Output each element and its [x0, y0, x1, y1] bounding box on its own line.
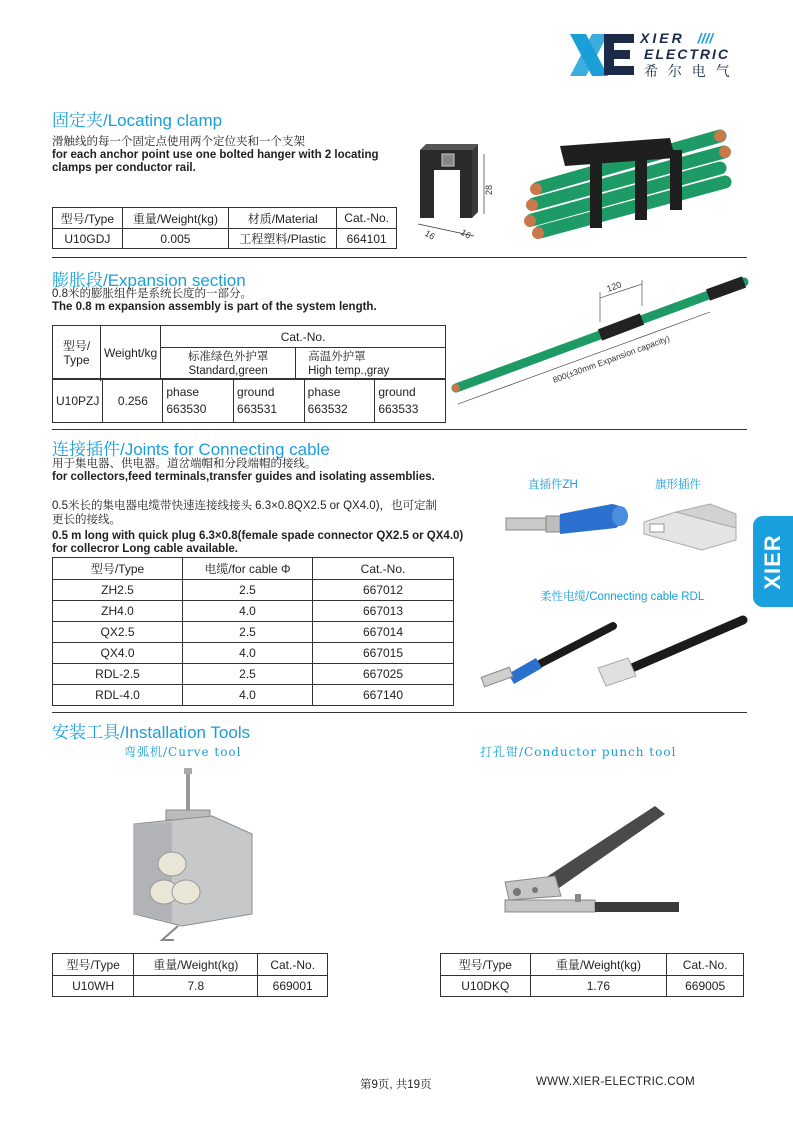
brand-name-cn: 希 尔 电 气 [644, 63, 733, 79]
locating-desc-en2: clamps per conductor rail. [52, 162, 196, 174]
divider-3 [52, 712, 747, 713]
expansion-cell-1: phase 663530 [163, 379, 234, 423]
locating-clamp-image [412, 140, 507, 245]
caption-zh: 直插件ZH [528, 479, 578, 491]
joints-cell: QX2.5 [53, 622, 183, 643]
locating-cell-weight: 0.005 [122, 229, 228, 249]
divider-1 [52, 257, 747, 258]
joints-cell: 667015 [313, 643, 454, 664]
cable-rdl-image [478, 612, 748, 697]
joints-cell: 2.5 [183, 622, 313, 643]
tools-title: 安装工具/Installation Tools [52, 723, 251, 742]
locating-h-cat: Cat.-No. [337, 208, 397, 229]
expansion-desc-cn: 0.8米的膨胀组件是系统长度的一部分。 [52, 288, 252, 300]
expansion-title: 膨胀段/Expansion section [52, 271, 246, 290]
locating-cell-type: U10GDJ [53, 229, 123, 249]
locating-dim-h: 28 [484, 184, 494, 195]
locating-desc-en1: for each anchor point use one bolted hanger with 2 locating [52, 149, 379, 161]
joints-cell: 4.0 [183, 685, 313, 706]
connector-zh-image [502, 500, 637, 540]
joints-cell: 667025 [313, 664, 454, 685]
expansion-cell-3: phase 663532 [304, 379, 375, 423]
joints-desc-cn1: 用于集电器、供电器。道岔端帽和分段端帽的接线。 [52, 458, 317, 470]
locating-desc-cn: 滑触线的每一个固定点使用两个定位夹和一个支架 [52, 136, 305, 148]
rails-assembly-image [520, 128, 748, 240]
expansion-h-cat: Cat.-No. [161, 326, 446, 348]
locating-cell-cat: 664101 [337, 229, 397, 249]
joints-desc-cn2: 0.5米长的集电器电缆带快速连接线接头 6.3×0.8QX2.5 or QX4.0)，也可定制 [52, 500, 438, 512]
locating-h-weight: 重量/Weight(kg) [122, 208, 228, 229]
brand-logo [568, 30, 738, 82]
joints-cell: ZH4.0 [53, 601, 183, 622]
caption-rdl: 柔性电缆/Connecting cable RDL [540, 591, 705, 603]
punch-h-weight: 重量/Weight(kg) [530, 954, 667, 976]
joints-cell: 667012 [313, 580, 454, 601]
punch-h-cat: Cat.-No. [667, 954, 744, 976]
locating-dim-w2: 16 [459, 227, 473, 241]
joints-cell: 2.5 [183, 580, 313, 601]
locating-title: 固定夹/Locating clamp [52, 111, 223, 130]
punch-h-type: 型号/Type [441, 954, 531, 976]
joints-cell: 4.0 [183, 601, 313, 622]
joints-cell: RDL-4.0 [53, 685, 183, 706]
curve-h-cat: Cat.-No. [258, 954, 328, 976]
joints-desc-en3: for collecror Long cable available. [52, 543, 238, 555]
expansion-row-type: U10PZJ [53, 379, 103, 423]
joints-desc-en1: for collectors,feed terminals,transfer guides and isolating assemblies. [52, 471, 435, 483]
punch-tool-table [440, 953, 744, 997]
joints-cell: 2.5 [183, 664, 313, 685]
joints-h-cable: 电缆/for cable Φ [183, 558, 313, 580]
locating-table [52, 207, 397, 249]
footer-url[interactable]: WWW.XIER-ELECTRIC.COM [536, 1076, 695, 1088]
joints-h-type: 型号/Type [53, 558, 183, 580]
expansion-table-body [52, 378, 446, 423]
joints-desc-cn3: 更长的接线。 [52, 514, 121, 526]
punch-cell-type: U10DKQ [441, 976, 531, 997]
logo-mark-icon [568, 30, 638, 80]
caption-flag: 旗形插件 [655, 479, 701, 491]
expansion-h-type: 型号/ Type [53, 326, 101, 380]
joints-cell: 4.0 [183, 643, 313, 664]
expansion-h-hightemp: 高温外护罩 High temp.,gray [296, 348, 446, 380]
joints-cell: 667014 [313, 622, 454, 643]
punch-cell-weight: 1.76 [530, 976, 667, 997]
connector-flag-image [640, 500, 740, 552]
table-row [53, 622, 454, 643]
joints-title: 连接插件/Joints for Connecting cable [52, 440, 330, 459]
table-row [53, 601, 454, 622]
locating-h-material: 材质/Material [229, 208, 337, 229]
joints-cell: ZH2.5 [53, 580, 183, 601]
curve-h-weight: 重量/Weight(kg) [134, 954, 258, 976]
locating-dim-w1: 16 [423, 228, 437, 242]
joints-h-cat: Cat.-No. [313, 558, 454, 580]
table-row [53, 664, 454, 685]
curve-h-type: 型号/Type [53, 954, 134, 976]
punch-tool-image [495, 800, 685, 920]
joints-cell: 667013 [313, 601, 454, 622]
curve-cell-type: U10WH [53, 976, 134, 997]
expansion-h-standard: 标准绿色外护罩 Standard,green [161, 348, 296, 380]
punch-cell-cat: 669005 [667, 976, 744, 997]
punch-caption: 打孔钳/Conductor punch tool [480, 745, 677, 759]
side-tab-label: XIER [760, 533, 785, 590]
expansion-cell-2: ground 663531 [234, 379, 305, 423]
expansion-dim-len: 800(±30mm Expansion capacity) [551, 333, 671, 385]
joints-cell: RDL-2.5 [53, 664, 183, 685]
brand-slashes: //// [697, 30, 714, 46]
expansion-cell-4: ground 663533 [375, 379, 446, 423]
brand-name-line1: XIER [640, 30, 685, 46]
table-row [53, 685, 454, 706]
curve-cell-weight: 7.8 [134, 976, 258, 997]
locating-h-type: 型号/Type [53, 208, 123, 229]
joints-cell: 667140 [313, 685, 454, 706]
brand-name-line2: ELECTRIC [644, 46, 730, 62]
side-tab [753, 516, 793, 607]
curve-caption: 弯弧机/Curve tool [124, 745, 242, 759]
curve-cell-cat: 669001 [258, 976, 328, 997]
expansion-row-weight: 0.256 [103, 379, 163, 423]
joints-table [52, 557, 454, 706]
locating-cell-material: 工程塑料/Plastic [229, 229, 337, 249]
table-row [53, 643, 454, 664]
joints-desc-en2: 0.5 m long with quick plug 6.3×0.8(female spade connector QX2.5 or QX4.0) [52, 530, 464, 542]
curve-tool-table [52, 953, 328, 997]
joints-cell: QX4.0 [53, 643, 183, 664]
table-row [53, 580, 454, 601]
curve-tool-image [122, 764, 262, 944]
expansion-h-weight: Weight/kg [101, 326, 161, 380]
footer-page: 第9页, 共19页 [360, 1079, 432, 1091]
divider-2 [52, 429, 747, 430]
expansion-dim-top: 120 [605, 279, 623, 294]
expansion-rail-image [450, 262, 750, 412]
expansion-desc-en: The 0.8 m expansion assembly is part of the system length. [52, 301, 377, 313]
